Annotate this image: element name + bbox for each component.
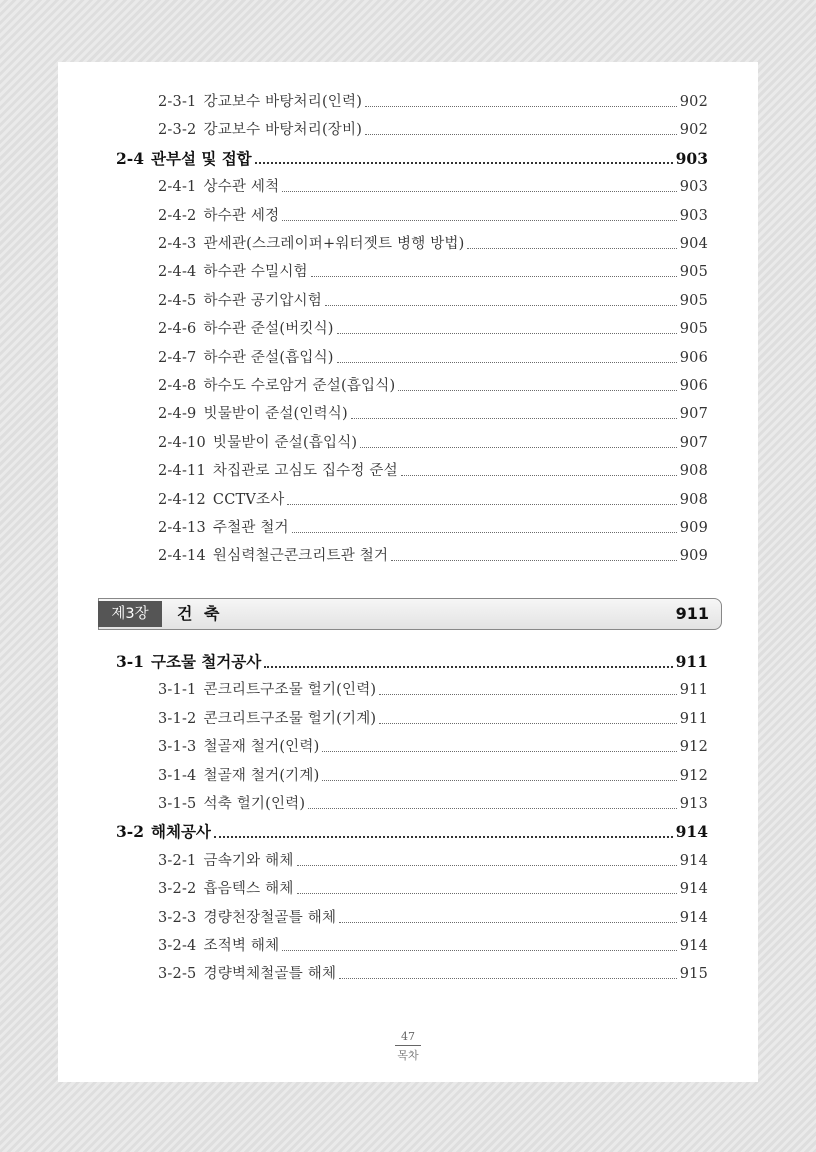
toc-subsection-entry[interactable] (158, 457, 708, 485)
dot-leader (287, 503, 676, 505)
dot-leader (297, 892, 677, 894)
toc-subsection-entry[interactable] (158, 372, 708, 400)
toc-entry-number: 3-1-2 (158, 710, 197, 727)
toc-subsection-entry[interactable] (158, 315, 708, 343)
toc-subsection-entry[interactable] (158, 904, 708, 932)
toc-entry-number: 3-2-2 (158, 881, 197, 898)
toc-entry-number: 3-1-3 (158, 739, 197, 756)
toc-section-entry[interactable] (116, 818, 708, 846)
toc-entry-page: 903 (679, 179, 708, 196)
footer-page-number: 47 (395, 1030, 421, 1046)
toc-entry-title: 경량벽체철골틀 해체 (203, 966, 337, 983)
toc-entry-title: 빗물받이 준설(흡입식) (212, 434, 358, 451)
toc-entry-page: 914 (675, 822, 708, 842)
toc-subsection-entry[interactable] (158, 960, 708, 988)
toc-entry-number: 2-4-13 (158, 520, 206, 536)
toc-subsection-entry[interactable] (158, 486, 708, 514)
chapter-page-number: 911 (675, 604, 709, 623)
toc-subsection-entry[interactable] (158, 847, 708, 875)
dot-leader (322, 750, 676, 752)
toc-entry-title: 강교보수 바탕처리(인력) (203, 94, 363, 110)
toc-entry-page: 914 (679, 881, 708, 898)
toc-entry-title: 구조물 철거공사 (151, 652, 262, 671)
toc-entry-title: 콘크리트구조물 헐기(기계) (203, 710, 377, 727)
dot-leader (467, 247, 676, 249)
toc-entry-number: 3-2-3 (158, 909, 197, 926)
toc-entry-number: 3-2-1 (158, 852, 197, 869)
toc-entry-number: 2-4-12 (158, 491, 206, 508)
toc-entry-title: 철골재 철거(인력) (203, 739, 320, 756)
toc-entry-page: 902 (679, 94, 708, 110)
toc-entry-number: 2-4-3 (158, 236, 197, 252)
toc-entry-page: 909 (679, 548, 708, 565)
toc-entry-title: 원심력철근콘크리트관 철거 (212, 548, 389, 565)
toc-entry-title: 하수관 준설(버킷식) (203, 321, 334, 338)
toc-subsection-entry[interactable] (158, 258, 708, 286)
dot-leader (214, 835, 673, 838)
toc-entry-number: 2-4-2 (158, 207, 197, 224)
toc-entry-number: 2-4-10 (158, 434, 206, 451)
toc-entry-title: 관세관(스크레이퍼+워터젯트 병행 방법) (203, 236, 465, 252)
toc-entry-title: 하수관 수밀시험 (203, 264, 308, 281)
toc-entry-page: 902 (679, 122, 708, 139)
toc-entry-title: 차집관로 고심도 집수정 준설 (212, 463, 398, 480)
toc-subsection-entry[interactable] (158, 116, 708, 144)
toc-entry-number: 2-4-1 (158, 179, 197, 196)
toc-entry-page: 903 (679, 207, 708, 224)
toc-entry-title: 빗물받이 준설(인력식) (203, 406, 348, 423)
toc-entry-title: 석축 헐기(인력) (203, 796, 306, 812)
toc-entry-title: 하수관 세정 (203, 207, 280, 224)
dot-leader (339, 921, 677, 923)
toc-entry-title: 콘크리트구조물 헐기(인력) (203, 682, 377, 699)
dot-leader (365, 105, 677, 107)
toc-entry-number: 2-4-14 (158, 548, 206, 565)
toc-entry-page: 913 (679, 796, 708, 812)
dot-leader (322, 779, 676, 781)
toc-entry-page: 907 (679, 434, 708, 451)
dot-leader (308, 807, 676, 809)
toc-entry-page: 911 (679, 682, 708, 699)
toc-entry-page: 914 (679, 909, 708, 926)
toc-entry-number: 2-4-9 (158, 406, 197, 423)
toc-entry-title: 금속기와 해체 (203, 852, 294, 869)
toc-subsection-entry[interactable] (158, 173, 708, 201)
toc-entry-number: 3-2-5 (158, 966, 197, 983)
toc-entry-title: CCTV조사 (212, 491, 285, 508)
toc-entry-title: 철골재 철거(기계) (203, 767, 320, 784)
dot-leader (255, 161, 673, 164)
dot-leader (282, 219, 676, 221)
dot-leader (365, 133, 677, 135)
dot-leader (282, 190, 676, 192)
dot-leader (297, 864, 677, 866)
toc-subsection-entry[interactable] (158, 932, 708, 960)
chapter-header[interactable] (98, 598, 722, 630)
toc-entry-title: 흡음텍스 해체 (203, 881, 294, 898)
dot-leader (391, 559, 677, 561)
toc-entry-number: 3-1-4 (158, 767, 197, 784)
toc-subsection-entry[interactable] (158, 230, 708, 258)
toc-entry-page: 911 (679, 710, 708, 727)
toc-subsection-entry[interactable] (158, 542, 708, 570)
toc-entry-number: 3-1-5 (158, 796, 197, 812)
dot-leader (337, 361, 677, 363)
toc-entry-page: 912 (679, 739, 708, 756)
toc-entry-page: 906 (679, 349, 708, 366)
toc-entry-title: 관부설 및 접합 (151, 148, 252, 168)
footer-section-name: 목차 (397, 1049, 419, 1062)
toc-entry-title: 주철관 철거 (212, 520, 289, 536)
page-footer (58, 1030, 758, 1063)
toc-section-entry[interactable] (116, 145, 708, 173)
toc-entry-page: 904 (679, 236, 708, 252)
toc-entry-title: 해체공사 (151, 822, 211, 842)
toc-entry-number: 3-1-1 (158, 682, 197, 699)
toc-entry-number: 3-2-4 (158, 938, 197, 954)
toc-entry-page: 908 (679, 463, 708, 480)
dot-leader (282, 949, 676, 951)
toc-subsection-entry[interactable] (158, 429, 708, 457)
toc-entry-title: 강교보수 바탕처리(장비) (203, 122, 363, 139)
dot-leader (292, 531, 677, 533)
toc-entry-page: 905 (679, 321, 708, 338)
chapter-badge: 제3장 (98, 601, 162, 627)
toc-entry-number: 2-4-11 (158, 463, 206, 480)
dot-leader (264, 665, 672, 668)
toc-entry-number: 2-4-5 (158, 292, 197, 309)
toc-entry-number: 2-4-4 (158, 264, 197, 281)
toc-subsection-entry[interactable] (158, 202, 708, 230)
toc-subsection-entry[interactable] (158, 676, 708, 704)
toc-entry-title: 조적벽 해체 (203, 938, 280, 954)
toc-entry-page: 908 (679, 491, 708, 508)
toc-entry-number: 2-4 (116, 148, 145, 168)
dot-leader (398, 389, 676, 391)
dot-leader (379, 722, 676, 724)
toc-entry-page: 909 (679, 520, 708, 536)
toc-entry-page: 903 (675, 148, 708, 168)
toc-entry-number: 2-4-7 (158, 349, 197, 366)
toc-entry-number: 2-4-6 (158, 321, 197, 338)
toc-entry-page: 915 (679, 966, 708, 983)
dot-leader (339, 977, 677, 979)
toc-entry-page: 914 (679, 852, 708, 869)
toc-entry-page: 905 (679, 264, 708, 281)
toc-entry-page: 905 (679, 292, 708, 309)
toc-entry-number: 2-3-2 (158, 122, 197, 139)
toc-entry-number: 2-3-1 (158, 94, 197, 110)
toc-subsection-entry[interactable] (158, 705, 708, 733)
dot-leader (351, 417, 677, 419)
toc-entry-number: 2-4-8 (158, 378, 197, 394)
toc-entry-title: 하수관 준설(흡입식) (203, 349, 334, 366)
toc-subsection-entry[interactable] (158, 287, 708, 315)
toc-entry-title: 하수관 공기압시험 (203, 292, 322, 309)
toc-subsection-entry[interactable] (158, 88, 708, 116)
toc-entry-page: 912 (679, 767, 708, 784)
toc-subsection-entry[interactable] (158, 400, 708, 428)
chapter-title: 건 축 (177, 604, 223, 623)
toc-entry-title: 하수도 수로암거 준설(흡입식) (203, 378, 396, 394)
dot-leader (311, 275, 677, 277)
dot-leader (360, 446, 676, 448)
toc-subsection-entry[interactable] (158, 733, 708, 761)
toc-subsection-entry[interactable] (158, 762, 708, 790)
toc-entry-page: 911 (675, 652, 708, 671)
toc-subsection-entry[interactable] (158, 344, 708, 372)
toc-entry-page: 906 (679, 378, 708, 394)
toc-section-entry[interactable] (116, 648, 708, 676)
dot-leader (337, 332, 677, 334)
document-page (58, 62, 758, 1082)
toc-subsection-entry[interactable] (158, 514, 708, 542)
toc-entry-title: 경량천장철골틀 해체 (203, 909, 337, 926)
toc-entry-page: 914 (679, 938, 708, 954)
toc-entry-number: 3-2 (116, 822, 145, 842)
toc-entry-number: 3-1 (116, 652, 145, 671)
dot-leader (401, 474, 677, 476)
toc-entry-page: 907 (679, 406, 708, 423)
toc-subsection-entry[interactable] (158, 875, 708, 903)
dot-leader (325, 304, 677, 306)
toc-subsection-entry[interactable] (158, 790, 708, 818)
toc-entry-title: 상수관 세척 (203, 179, 280, 196)
dot-leader (379, 693, 676, 695)
